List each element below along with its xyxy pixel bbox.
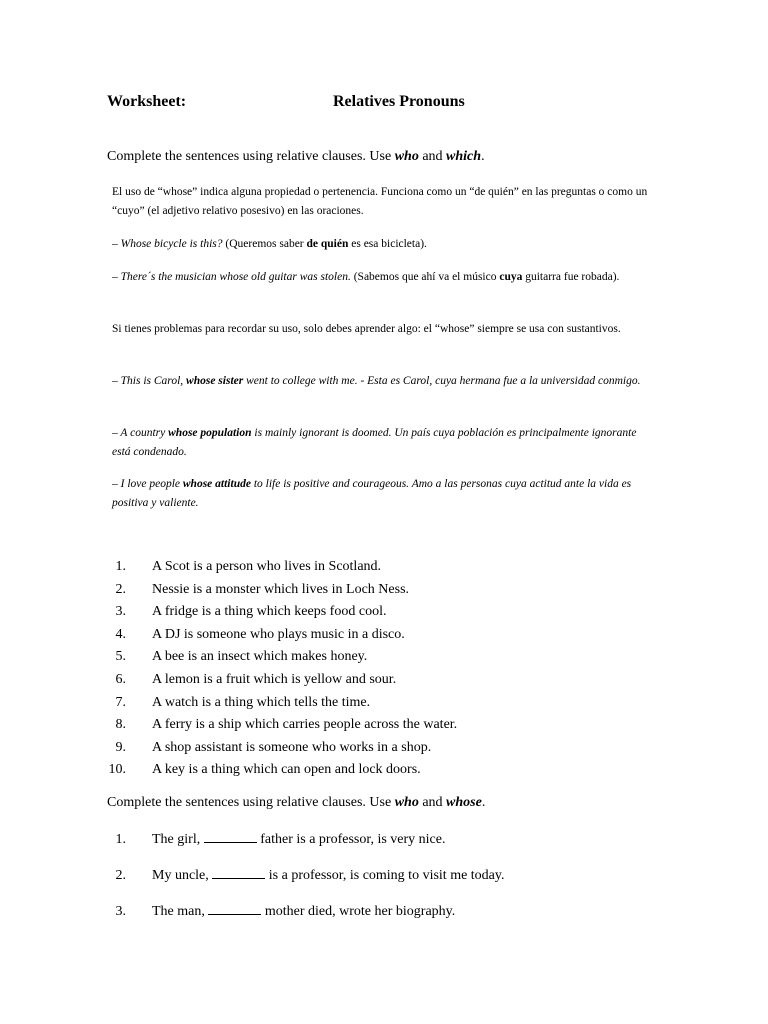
- instruction-1-word2: which: [446, 149, 482, 164]
- note-2-example: Whose bicycle is this?: [120, 238, 223, 250]
- note-paragraph-6: [112, 424, 657, 462]
- instruction-2-word1: who: [394, 795, 419, 810]
- exercise-pre: The girl,: [152, 832, 204, 847]
- instruction-2-word2: whose: [446, 795, 482, 810]
- list-item-text: A DJ is someone who plays music in a disco.: [152, 626, 405, 642]
- note-paragraph-1: El uso de “whose” indica alguna propiedad o pertenencia. Funciona como un “de quién” en las preguntas o como un “cuyo” (el adjetivo relativo posesivo) en las oraciones.: [112, 186, 648, 217]
- sentence-list-2: [100, 830, 505, 938]
- list-item-text: A key is a thing which can open and lock doors.: [152, 762, 421, 778]
- note-paragraph-7: [112, 475, 657, 513]
- list-item-text: A shop assistant is someone who works in a shop.: [152, 739, 432, 755]
- list-item-number: 2.: [115, 581, 126, 597]
- note-paragraph-5: [112, 372, 657, 391]
- exercise-pre: My uncle,: [152, 868, 213, 883]
- note-3-example: There´s the musician whose old guitar was stolen.: [120, 271, 351, 283]
- note-paragraph-3: [112, 268, 657, 287]
- list-item: [100, 556, 457, 579]
- list-item-number: 8.: [115, 717, 126, 733]
- list-item-text: A lemon is a fruit which is yellow and sour.: [152, 671, 397, 687]
- instruction-1-word1: who: [394, 149, 419, 164]
- exercise-pre: The man,: [152, 904, 209, 919]
- instruction-2: [107, 795, 485, 811]
- page-title: Relatives Pronouns: [333, 93, 465, 110]
- answer-blank[interactable]: [208, 902, 261, 915]
- answer-blank[interactable]: [212, 866, 265, 879]
- note-5-pre: – This is Carol,: [112, 375, 187, 387]
- exercise-number: 2.: [115, 868, 126, 883]
- list-item-number: 10.: [108, 762, 126, 778]
- exercise-item: [100, 902, 505, 938]
- note-2-mid: (Queremos saber: [222, 238, 307, 250]
- note-3-end: guitarra fue robada).: [522, 271, 620, 283]
- instruction-1-text: Complete the sentences using relative clauses. Use: [107, 149, 395, 164]
- note-paragraph-2: [112, 235, 657, 254]
- note-paragraph-4: Si tienes problemas para recordar su uso, solo debes aprender algo: el “whose” siempre se usa con sustantivos.: [112, 323, 621, 335]
- exercise-post: father is a professor, is very nice.: [256, 832, 446, 847]
- exercise-item: [100, 866, 505, 902]
- note-2-dash: –: [112, 238, 121, 250]
- instruction-2-text: Complete the sentences using relative clauses. Use: [107, 795, 395, 810]
- instruction-1-end: .: [481, 149, 485, 164]
- list-item-number: 9.: [115, 739, 126, 755]
- list-item-text: A ferry is a ship which carries people across the water.: [152, 717, 458, 733]
- list-item-number: 6.: [115, 671, 126, 687]
- note-6-pre: – A country: [112, 427, 169, 439]
- list-item: [100, 624, 457, 647]
- list-item: [100, 714, 457, 737]
- list-item: [100, 669, 457, 692]
- exercise-text: [152, 830, 445, 866]
- list-item: [100, 737, 457, 760]
- exercise-post: mother died, wrote her biography.: [261, 904, 456, 919]
- sentence-list-1: [100, 556, 457, 782]
- note-5-bold: whose sister: [186, 375, 244, 387]
- list-item: [100, 601, 457, 624]
- note-3-mid: (Sabemos que ahí va el músico: [350, 271, 500, 283]
- exercise-text: [152, 902, 455, 938]
- instruction-1-and: and: [418, 149, 447, 164]
- list-item-text: A Scot is a person who lives in Scotland.: [152, 559, 382, 574]
- answer-blank[interactable]: [204, 830, 257, 843]
- list-item-text: A fridge is a thing which keeps food cool.: [152, 604, 387, 620]
- list-item-number: 4.: [115, 626, 126, 642]
- list-item-number: 1.: [115, 559, 126, 574]
- list-item: [100, 646, 457, 669]
- exercise-number: 1.: [115, 832, 126, 847]
- instruction-2-end: .: [481, 795, 486, 810]
- list-item-text: A bee is an insect which makes honey.: [152, 649, 368, 665]
- note-7-pre: – I love people: [112, 478, 183, 490]
- list-item: [100, 759, 457, 782]
- exercise-item: [100, 830, 505, 866]
- note-7-bold: whose attitude: [182, 478, 251, 490]
- exercise-number: 3.: [115, 904, 126, 919]
- note-6-post: is mainly ignorant is doomed. Un país cuya población es principalmente ignorante está condenado.: [112, 427, 637, 458]
- note-6-bold: whose population: [168, 427, 252, 439]
- worksheet-label: Worksheet:: [107, 93, 187, 110]
- list-item-text: A watch is a thing which tells the time.: [152, 694, 371, 710]
- instruction-2-and: and: [418, 795, 447, 810]
- note-2-end: es esa bicicleta).: [348, 238, 427, 250]
- exercise-post: is a professor, is coming to visit me today.: [265, 868, 505, 883]
- note-3-dash: –: [112, 271, 121, 283]
- exercise-text: [152, 866, 505, 902]
- note-5-post: went to college with me. - Esta es Carol, cuya hermana fue a la universidad conmigo.: [243, 375, 641, 387]
- note-2-bold: de quién: [306, 238, 349, 250]
- note-3-bold: cuya: [499, 271, 523, 283]
- list-item: [100, 692, 457, 715]
- list-item: [100, 579, 457, 602]
- instruction-1: [107, 149, 485, 165]
- list-item-number: 3.: [115, 604, 126, 620]
- list-item-number: 7.: [115, 694, 126, 710]
- list-item-text: Nessie is a monster which lives in Loch Ness.: [152, 581, 410, 597]
- list-item-number: 5.: [115, 649, 126, 665]
- note-7-post: to life is positive and courageous. Amo a las personas cuya actitud ante la vida es positiva y valiente.: [112, 478, 632, 509]
